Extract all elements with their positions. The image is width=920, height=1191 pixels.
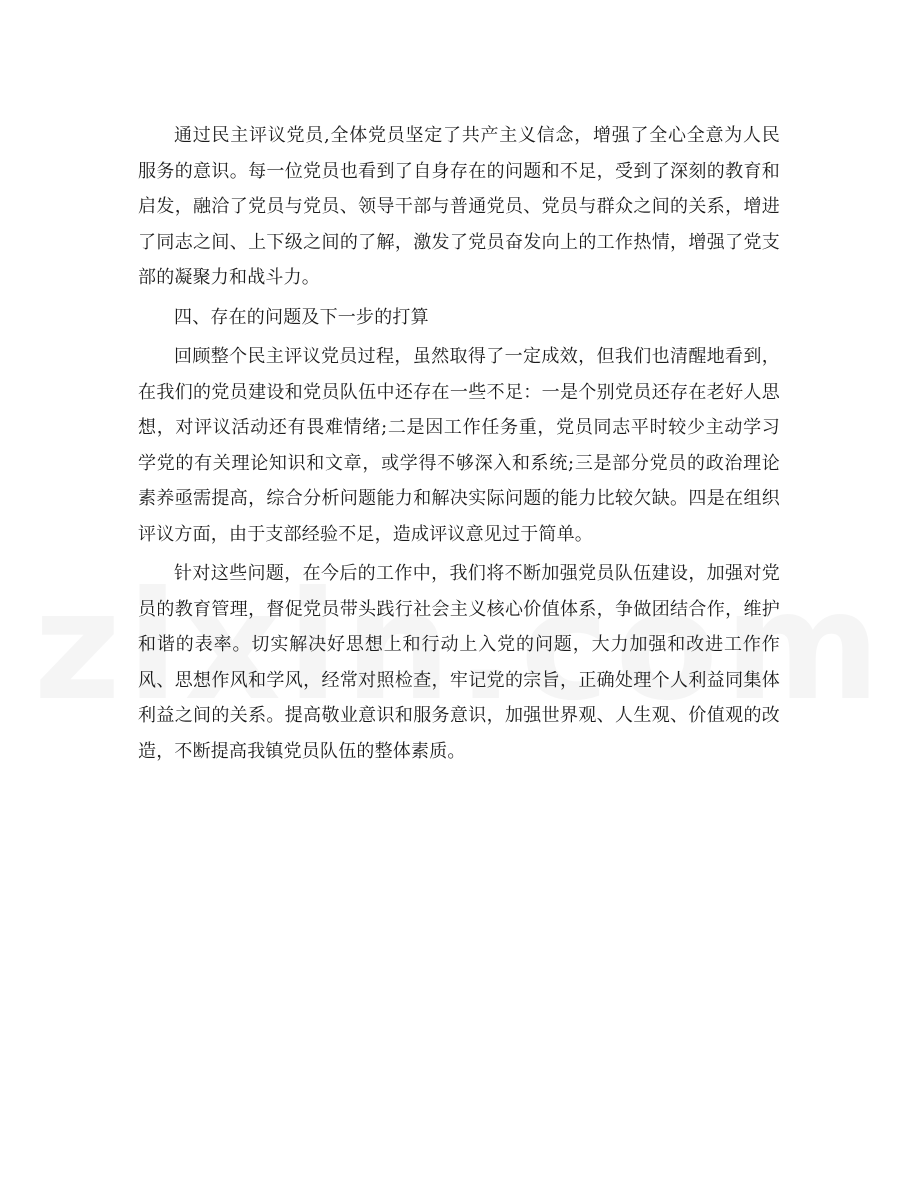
paragraph-summary: 通过民主评议党员,全体党员坚定了共产主义信念，增强了全心全意为人民服务的意识。每一位党员也看到了自身存在的问题和不足，受到了深刻的教育和启发，融洽了党员与党员、领导干部与普通党员、党员与群众之间的关系，增进了同志之间、上下级之间的了解，激发了党员奋发向上的工作热情，增强了党支部的凝聚力和战斗力。	[138, 125, 780, 288]
paragraph-problems: 回顾整个民主评议党员过程，虽然取得了一定成效，但我们也清醒地看到，在我们的党员建设和党员队伍中还存在一些不足：一是个别党员还存在老好人思想，对评议活动还有畏难情绪;二是因工作任务重，党员同志平时较少主动学习学党的有关理论知识和文章，或学得不够深入和系统;三是部分党员的政治理论素养亟需提高，综合分析问题能力和解决实际问题的能力比较欠缺。四是在组织评议方面，由于支部经验不足，造成评议意见过于简单。	[138, 346, 780, 545]
section-heading-problems-and-plans: 四、存在的问题及下一步的打算	[174, 306, 429, 328]
paragraph-plans: 针对这些问题，在今后的工作中，我们将不断加强党员队伍建设，加强对党员的教育管理，督促党员带头践行社会主义核心价值体系，争做团结合作，维护和谐的表率。切实解决好思想上和行动上入党的问题，大力加强和改进工作作风、思想作风和学风，经常对照检查，牢记党的宗旨，正确处理个人利益同集体利益之间的关系。提高敬业意识和服务意识，加强世界观、人生观、价值观的改造，不断提高我镇党员队伍的整体素质。	[138, 563, 780, 762]
document-body	[138, 118, 780, 773]
